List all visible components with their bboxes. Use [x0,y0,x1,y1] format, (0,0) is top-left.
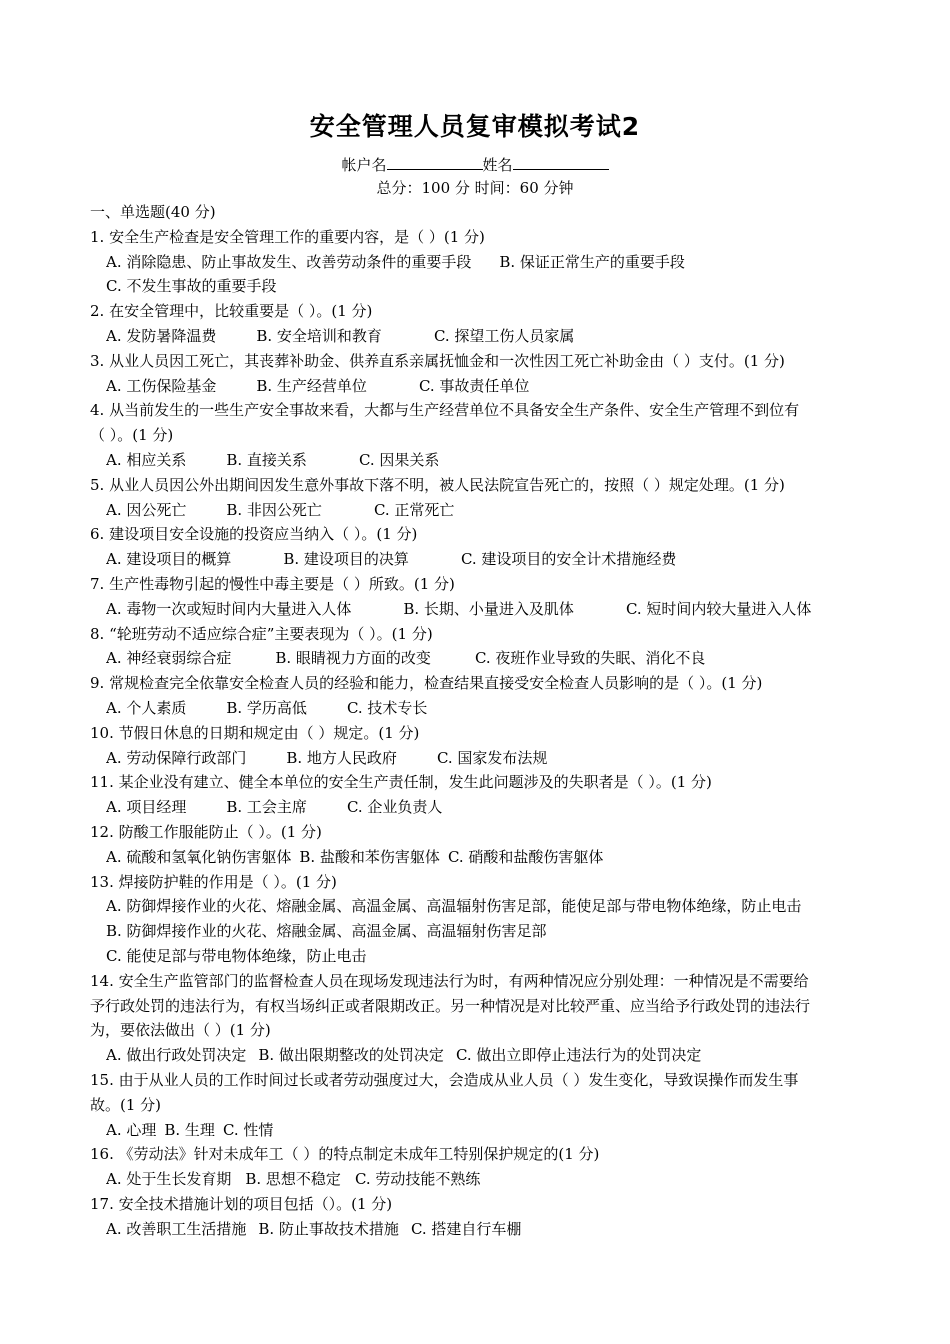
options-row [106,945,866,967]
options-row [106,375,866,397]
options-row [106,895,866,917]
answer-option[interactable]: B. 长期、小量进入及肌体 [403,599,574,618]
question-stem: 16. 《劳动法》针对未成年工（ ）的特点制定未成年工特别保护规定的(1 分) [90,1145,600,1164]
question-stem: 17. 安全技术措施计划的项目包括（）。(1 分) [90,1195,393,1213]
options-row [106,920,866,942]
options-row [106,846,866,868]
question-stem: 为，要依法做出（ ）(1 分) [90,1021,271,1040]
answer-option[interactable]: C. 能使足部与带电物体绝缘，防止电击 [106,947,367,965]
options-row [106,1168,866,1190]
answer-option[interactable]: B. 保证正常生产的重要手段 [499,252,685,271]
question-stem: 4. 从当前发生的一些生产安全事故来看，大都与生产经营单位不具备安全生产条件、安全生产管理不到位有 [90,401,800,420]
answer-option[interactable]: C. 正常死亡 [373,500,455,519]
name-label: 姓名 [482,156,513,174]
answer-option[interactable]: B. 思想不稳定 [245,1170,341,1189]
answer-option[interactable]: B. 地方人民政府 [286,748,397,767]
question-stem: 1. 安全生产检查是安全管理工作的重要内容，是（ ）(1 分) [90,227,485,246]
options-row [106,548,866,570]
question-stem: 7. 生产性毒物引起的慢性中毒主要是（ ）所致。(1 分) [90,575,455,593]
answer-option[interactable]: B. 非因公死亡 [226,500,322,519]
answer-option[interactable]: C. 事故责任单位 [418,376,530,395]
answer-option[interactable]: C. 短时间内较大量进入人体 [625,599,812,618]
answer-option[interactable]: B. 眼睛视力方面的改变 [275,649,431,668]
answer-option[interactable]: C. 搭建自行车棚 [410,1219,522,1238]
account-name-line [0,152,950,176]
options-row [106,1119,866,1141]
options-row [106,697,866,719]
question-stem: 6. 建设项目安全设施的投资应当纳入（ ）。(1 分) [90,525,418,544]
question-stem: 5. 从业人员因公外出期间因发生意外事故下落不明，被人民法院宣告死亡的，按照（ ）规定处理。(1 分) [90,475,785,494]
question-stem: 14. 安全生产监管部门的监督检查人员在现场发现违法行为时，有两种情况应分别处理：一种情况是不需要给 [90,971,809,990]
question-stem: 2. 在安全管理中，比较重要是（ ）。(1 分) [90,302,373,321]
question-stem: 8. “轮班劳动不适应综合症”主要表现为（ ）。(1 分) [90,624,433,643]
options-row [106,796,866,818]
exam-title: 安全管理人员复审模拟考试2 [309,112,641,141]
answer-option[interactable]: A. 个人素质 [106,699,187,717]
question-stem: 13. 焊接防护鞋的作用是（ ）。(1 分) [90,872,337,891]
answer-option[interactable]: B. 防止事故技术措施 [258,1219,399,1238]
answer-option[interactable]: B. 生理 [164,1120,215,1139]
answer-option[interactable]: A. 相应关系 [106,451,187,469]
options-row [106,275,866,297]
options-row [106,747,866,769]
options-row [106,1044,866,1066]
options-row [106,251,866,273]
question-stem: 11. 某企业没有建立、健全本单位的安全生产责任制，发生此问题涉及的失职者是（ ）。(1 分) [90,773,712,792]
answer-option[interactable]: A. 劳动保障行政部门 [106,748,247,767]
options-row [106,499,866,521]
answer-option[interactable]: C. 劳动技能不熟练 [354,1170,481,1189]
question-stem: 12. 防酸工作服能防止（ ）。(1 分) [90,823,322,841]
section-heading: 一、单选题(40 分) [90,203,216,221]
answer-option[interactable]: B. 生产经营单位 [256,376,367,395]
name-blank[interactable] [513,152,609,170]
question-stem: 3. 从业人员因工死亡，其丧葬补助金、供养直系亲属抚恤金和一次性因工死亡补助金由（ ）支付。(1 分) [90,351,785,370]
answer-option[interactable]: C. 性情 [222,1120,274,1139]
answer-option[interactable]: A. 消除隐患、防止事故发生、改善劳动条件的重要手段 [106,252,472,271]
answer-option[interactable]: C. 硝酸和盐酸伤害躯体 [447,847,604,866]
question-stem: （ ）。(1 分) [90,426,174,445]
answer-option[interactable]: B. 安全培训和教育 [256,327,382,345]
answer-option[interactable]: C. 技术专长 [346,699,428,717]
options-row [106,647,866,669]
options-row [106,1218,866,1240]
score-time: 总分：100 分 时间：60 分钟 [376,179,574,197]
options-row [106,449,866,471]
answer-option[interactable]: B. 防御焊接作业的火花、熔融金属、高温金属、高温辐射伤害足部 [106,922,547,941]
question-stem: 15. 由于从业人员的工作时间过长或者劳动强度过大，会造成从业人员（ ）发生变化，导致误操作而发生事 [90,1071,799,1089]
answer-option[interactable]: A. 建设项目的概算 [106,550,232,569]
answer-option[interactable]: A. 做出行政处罚决定 [106,1046,247,1065]
options-row [106,598,866,620]
answer-option[interactable]: C. 建设项目的安全计术措施经费 [460,550,677,569]
options-row [106,325,866,347]
answer-option[interactable]: A. 因公死亡 [106,500,187,519]
question-stem: 9. 常规检查完全依靠安全检查人员的经验和能力，检查结果直接受安全检查人员影响的是（ ）。(1 分) [90,674,763,693]
answer-option[interactable]: A. 神经衰弱综合症 [106,649,232,668]
question-stem: 予行政处罚的违法行为，有权当场纠正或者限期改正。另一种情况是对比较严重、应当给予行政处罚的违法行 [90,996,811,1015]
answer-option[interactable]: C. 探望工伤人员家属 [433,327,575,345]
answer-option[interactable]: A. 心理 [106,1120,157,1139]
account-blank[interactable] [387,152,483,170]
answer-option[interactable]: C. 企业负责人 [346,798,443,817]
answer-option[interactable]: B. 建设项目的决算 [283,550,409,569]
answer-option[interactable]: C. 做出立即停止违法行为的处罚决定 [455,1046,702,1065]
answer-option[interactable]: A. 毒物一次或短时间内大量进入人体 [106,599,352,618]
answer-option[interactable]: A. 项目经理 [106,798,187,817]
answer-option[interactable]: A. 发防暑降温费 [106,327,217,345]
answer-option[interactable]: C. 因果关系 [358,451,440,469]
answer-option[interactable]: A. 硫酸和氢氧化钠伤害躯体 [106,847,292,866]
answer-option[interactable]: C. 国家发布法规 [436,748,548,767]
answer-option[interactable]: B. 学历高低 [226,699,307,717]
answer-option[interactable]: B. 直接关系 [226,451,307,469]
answer-option[interactable]: B. 做出限期整改的处罚决定 [258,1046,444,1065]
answer-option[interactable]: C. 不发生事故的重要手段 [106,277,277,296]
answer-option[interactable]: B. 工会主席 [226,798,307,817]
answer-option[interactable]: A. 改善职工生活措施 [106,1219,247,1238]
answer-option[interactable]: C. 夜班作业导致的失眠、消化不良 [474,649,706,668]
answer-option[interactable]: A. 防御焊接作业的火花、熔融金属、高温金属、高温辐射伤害足部，能使足部与带电物体绝缘，防止电击 [106,897,802,916]
answer-option[interactable]: A. 工伤保险基金 [106,376,217,395]
question-stem: 故。(1 分) [90,1095,162,1114]
answer-option[interactable]: A. 处于生长发育期 [106,1170,232,1189]
answer-option[interactable]: B. 盐酸和苯伤害躯体 [299,847,440,866]
question-stem: 10. 节假日休息的日期和规定由（ ）规定。(1 分) [90,723,420,742]
account-label: 帐户名 [341,156,387,174]
